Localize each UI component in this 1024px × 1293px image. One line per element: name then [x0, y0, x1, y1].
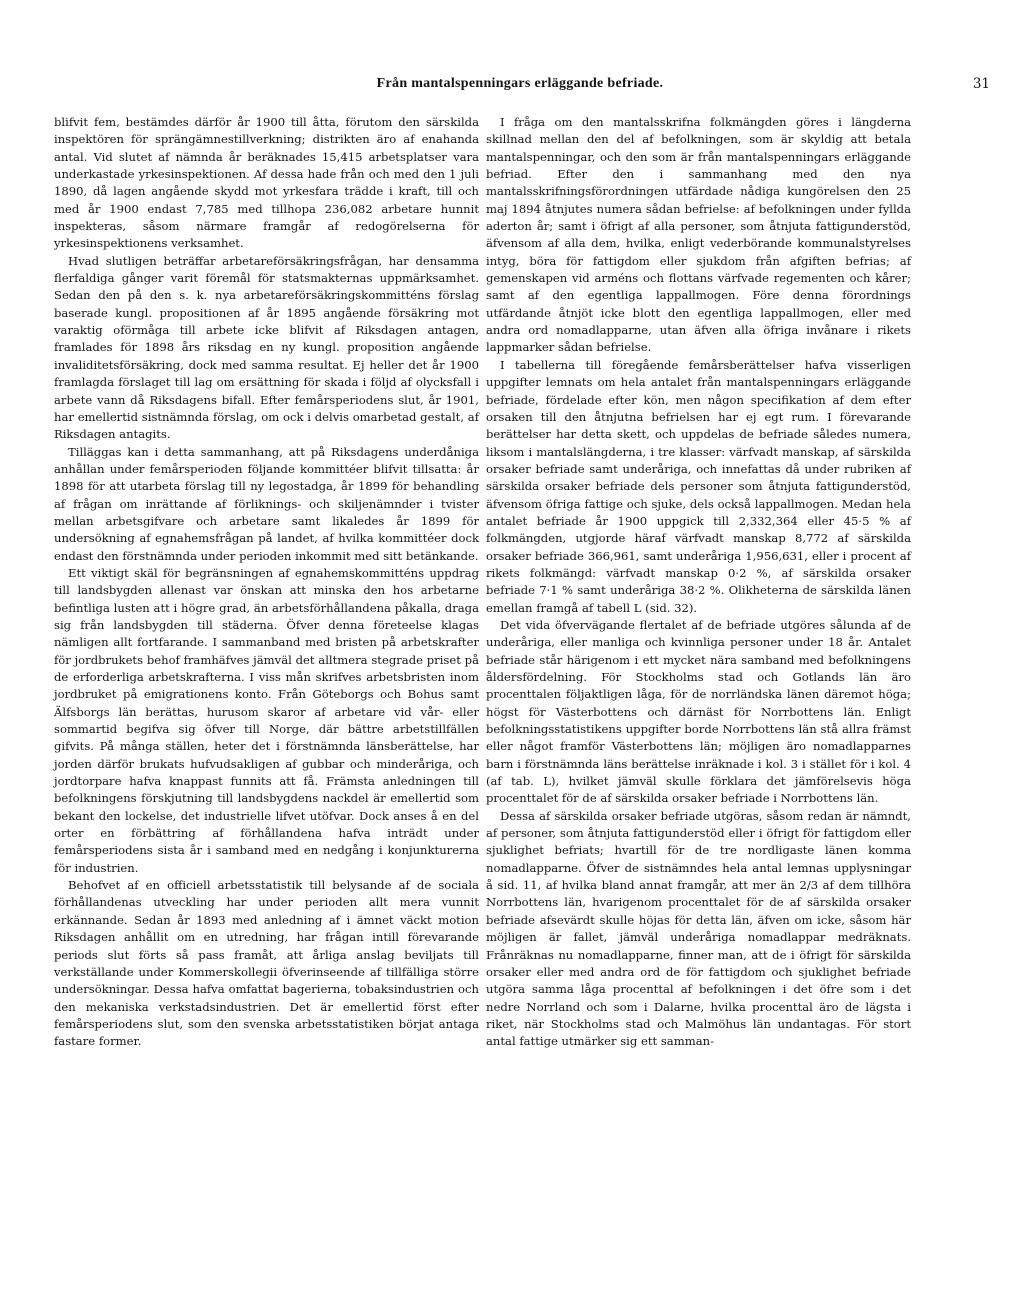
- paragraph: Ett viktigt skäl för begränsningen af egnahemskommitténs uppdrag till landsbygden allenast var önskan att minska den hos arbetarne befintliga lusten att i högre grad, än arbetsförhållandena påkalla, draga sig från landsbygden till städerna. Öfver denna företeelse klagas nämligen allt fortfarande. I sammanband med bristen på arbetskrafter för jordbrukets behof framhäfves jämväl det alltmera stegrade priset på de erforderliga arbetskrafterna. I viss mån skrifves arbetsbristen inom jordbruket på emigrationens konto. Från Göteborgs och Bohus samt Älfsborgs län berättas, hurusom skaror af arbetare vid vår- eller sommartid begifva sig öfver till Norge, där bättre arbetstillfällen gifvits. På många ställen, heter det i förstnämnda länsberättelse, har jorden därför brukats hufvudsakligen af gubbar och minderåriga, och jordtorpare hafva knappast funnits att få. Främsta anledningen till befolkningens förskjutning till landsbygdens nackdel är emellertid som bekant den lockelse, det industrielle lifvet utöfvar. Dock anses å en del orter en förbättring af förhållandena hafva inträdt under femårsperiodens sista år i samband med en nedgång i konjunkturerna för industrien.: [54, 565, 479, 875]
- paragraph: Hvad slutligen beträffar arbetareförsäkringsfrågan, har densamma flerfaldiga gånger varit föremål för statsmakternas uppmärksamhet. Sedan den på den s. k. nya arbetareförsäkringskommitténs förslag baserade kungl. propositionen af år 1895 angående försäkring mot varaktig oförmåga till arbete icke blifvit af Riksdagen antagen, framlades för 1898 års riksdag en ny kungl. proposition angående invaliditetsförsäkring, dock med samma resultat. Ej heller det år 1900 framlagda förslaget till lag om ersättning för skada i följd af olycksfall i arbete vann då Riksdagens bifall. Efter femårsperiodens slut, år 1901, har emellertid sistnämnda förslag, om ock i delvis omarbetad gestalt, af Riksdagen antagits.: [54, 253, 479, 442]
- left-column: [54, 114, 479, 1051]
- paragraph: blifvit fem, bestämdes därför år 1900 till åtta, förutom den särskilda inspektören för sprängämnestillverkning; distrikten äro af enahanda antal. Vid slutet af nämnda år beräknades 15,415 arbetsplatser vara underkastade yrkesinspektionen. Af dessa hade från och med den 1 juli 1890, då lagen angående skydd mot yrkesfara trädde i kraft, till och med år 1900 endast 7,785 med tillhopa 236,082 arbetare hunnit inspekteras, såsom närmare framgår af redogörelserna för yrkesinspektionens verksamhet.: [54, 115, 479, 251]
- paragraph: I fråga om den mantalsskrifna folkmängden göres i längderna skillnad mellan den del af befolkningen, som är skyldig att betala mantalspenningar, och den som är från mantalspenningars erläggande befriad. Efter den i sammanhang med den nya mantalsskrifningsförordningen utfärdade nådiga kungörelsen den 25 maj 1894 åtnjutes numera sådan befrielse: af befolkningen under fyllda aderton år; samt i öfrigt af alla personer, som åtnjuta fattigunderstöd, äfvensom af alla dem, hvilka, enligt vederbörande kommunalstyrelses intyg, böra för fattigdom eller sjukdom från afgiften befrias; af gemenskapen vid arméns och flottans värfvade regementen och kårer; samt af den egentliga lappallmogen. Före denna förordnings utfärdande åtnjöt icke blott den egentliga lappallmogen, eller med andra ord nomadlapparne, utan äfven alla öfriga invånare i rikets lappmarker sådan befrielse.: [486, 115, 911, 355]
- paragraph: I tabellerna till föregående femårsberättelser hafva visserligen uppgifter lemnats om hela antalet från mantalspenningars erläggande befriade, fördelade efter kön, men någon specifikation af dem efter orsaken till den åtnjutna befrielsen har ej egt rum. I förevarande berättelser har detta skett, och uppdelas de befriade således numera, liksom i mantalslängderna, i tre klasser: värfvadt manskap, af särskilda orsaker befriade samt underåriga, och innefattas då under rubriken af särskilda orsaker befriade dels personer som åtnjuta fattigunderstöd, äfvensom öfriga fattige och sjuke, dels också lappallmogen. Medan hela antalet befriade år 1900 uppgick till 2,332,364 eller 45·5 % af folkmängden, utgjorde häraf värfvadt manskap 8,772 af särskilda orsaker befriade 366,961, samt underåriga 1,956,631, eller i procent af rikets folkmängd: värfvadt manskap 0·2 %, af särskilda orsaker befriade 7·1 % samt underåriga 38·2 %. Olikheterna de särskilda länen emellan framgå af tabell L (sid. 32).: [486, 357, 911, 615]
- page-number: 31: [972, 76, 990, 92]
- paragraph: Tilläggas kan i detta sammanhang, att på Riksdagens underdåniga anhållan under femårsperioden följande kommittéer blifvit tillsatta: år 1898 för att utarbeta förslag till ny legostadga, år 1899 för behandling af frågan om inrättande af förliknings- och skiljenämnder i tvister mellan arbetsgifvare och arbetare samt likaledes år 1899 för undersökning af egnahemsfrågan på landet, af hvilka kommittéer dock endast den förstnämnda under perioden inkommit med sitt betänkande.: [54, 444, 479, 563]
- running-title: Från mantalspenningars erläggande befriade.: [376, 76, 664, 91]
- right-column: [486, 114, 911, 1051]
- paragraph: Det vida öfvervägande flertalet af de befriade utgöres sålunda af de underåriga, eller manliga och kvinnliga personer under 18 år. Antalet befriade står härigenom i ett mycket nära samband med befolkningens åldersfördelning. För Stockholms stad och Gotlands län äro procenttalen följaktligen låga, för de norrländska länen däremot höga; högst för Västerbottens och därnäst för Norrbottens län. Enligt befolkningsstatistikens uppgifter borde Norrbottens län stå allra främst eller något framför Västerbottens län; möjligen äro nomadlapparnes barn i förstnämnda läns berättelse inräknade i kol. 3 i stället för i kol. 4 (af tab. L), hvilket jämväl skulle förklara det jämförelsevis höga procenttalet för de af särskilda orsaker befriade i Norrbottens län.: [486, 617, 911, 806]
- page-header: [50, 76, 990, 96]
- paragraph: Dessa af särskilda orsaker befriade utgöras, såsom redan är nämndt, af personer, som åtnjuta fattigunderstöd eller i öfrigt för fattigdom eller sjuklighet befriats; hvartill för de tre nordligaste länen komma nomadlapparne. Öfver de sistnämndes hela antal lemnas upplysningar å sid. 11, af hvilka bland annat framgår, att mer än 2/3 af dem tillhöra Norrbottens län, hvarigenom procenttalet för de af särskilda orsaker befriade afsevärdt skulle höjas för detta län, äfven om icke, såsom här möjligen är fallet, jämväl underåriga nomadlappar medräknats. Frånräknas nu nomadlapparne, finner man, att de i öfrigt för särskilda orsaker eller med andra ord de för fattigdom och sjuklighet befriade utgöra samma låga procenttal af befolkningen i det öfre som i det nedre Norrland och som i Dalarne, hvilka procenttal äro de lägsta i riket, när Stockholms stad och Malmöhus län undantagas. För stort antal fattige utmärker sig ett samman-: [486, 808, 911, 1049]
- paragraph: Behofvet af en officiell arbetsstatistik till belysande af de sociala förhållandenas utveckling har under perioden allt mera vunnit erkännande. Sedan år 1893 med anledning af i ämnet väckt motion Riksdagen anhållit om en utredning, har frågan intill förevarande periods slut förts så pass framåt, att årliga anslag beviljats till verkställande under Kommerskollegii öfverinseende af tillfälliga större undersökningar. Dessa hafva omfattat bagerierna, tobaksindustrien och den mekaniska verkstadsindustrien. Det är emellertid först efter femårsperiodens slut, som den svenska arbetsstatistiken börjat antaga fastare former.: [54, 878, 479, 1049]
